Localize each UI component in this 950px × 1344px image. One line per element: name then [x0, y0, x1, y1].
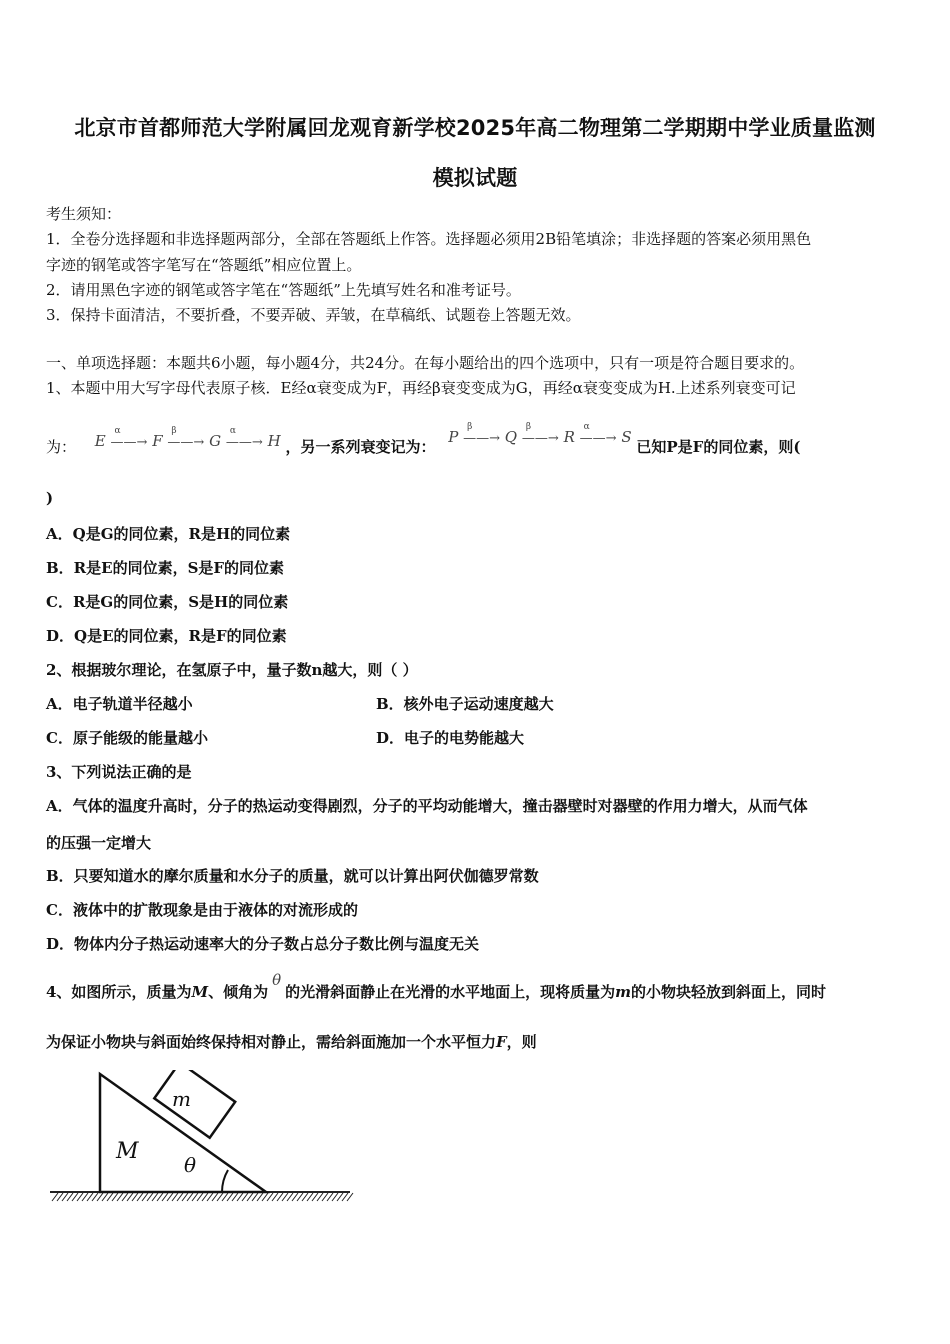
hatch-mark [277, 1193, 283, 1201]
theta-symbol: θ [272, 971, 282, 989]
hatch-mark [272, 1193, 278, 1201]
label-M: M [116, 1139, 139, 1164]
hatch-mark [312, 1193, 318, 1201]
hatch-mark [117, 1193, 123, 1201]
hatch-mark [147, 1193, 153, 1201]
hatch-mark [332, 1193, 338, 1201]
hatch-mark [152, 1193, 158, 1201]
hatch-mark [192, 1193, 198, 1201]
hatch-mark [262, 1193, 268, 1201]
hatch-mark [187, 1193, 193, 1201]
hatch-mark [347, 1193, 353, 1201]
hatch-mark [62, 1193, 68, 1201]
q3-option-d: D．物体内分子热运动速率大的分子数占总分子数比例与温度无关 [46, 935, 480, 953]
q3-option-a-2: 的压强一定增大 [46, 834, 152, 852]
q2-option-c: C．原子能级的能量越小 [46, 729, 208, 747]
notice-item-3: 3．保持卡面清洁，不要折叠，不要弄破、弄皱，在草稿纸、试题卷上答题无效。 [46, 306, 581, 324]
q1-option-b: B．R是E的同位素，S是F的同位素 [46, 559, 285, 577]
q3-option-a-1: A．气体的温度升高时，分子的热运动变得剧烈，分子的平均动能增大，撞击器壁时对器壁的作用力增大，从而气体 [46, 797, 808, 815]
hatch-mark [67, 1193, 73, 1201]
q2-option-b: B．核外电子运动速度越大 [376, 695, 554, 713]
notice-item-1b: 字迹的钢笔或答字笔写在“答题纸”相应位置上。 [46, 256, 362, 274]
angle-arc [222, 1170, 228, 1192]
hatch-mark [202, 1193, 208, 1201]
hatch-mark [142, 1193, 148, 1201]
hatch-mark [222, 1193, 228, 1201]
q4-line2: 为保证小物块与斜面始终保持相对静止，需给斜面施加一个水平恒力F，则 [46, 1033, 537, 1051]
q1-close-paren: ) [46, 489, 54, 507]
q2-stem: 2、根据玻尔理论，在氢原子中，量子数n越大，则（ ） [46, 661, 418, 679]
hatch-mark [252, 1193, 258, 1201]
doc-title-line2: 模拟试题 [432, 166, 518, 190]
label-m: m [172, 1087, 191, 1111]
q1-suffix: 已知P是F的同位素，则( [636, 438, 801, 456]
decay-chain-2: P ——→ β Q ——→ β R ——→ α S [448, 422, 632, 446]
notice-item-2: 2．请用黑色字迹的钢笔或答字笔在“答题纸”上先填写姓名和准考证号。 [46, 281, 521, 299]
hatch-mark [237, 1193, 243, 1201]
hatch-mark [157, 1193, 163, 1201]
hatch-mark [97, 1193, 103, 1201]
q1-option-c: C．R是G的同位素，S是H的同位素 [46, 593, 289, 611]
hatch-mark [287, 1193, 293, 1201]
hatch-mark [177, 1193, 183, 1201]
hatch-mark [127, 1193, 133, 1201]
hatch-mark [72, 1193, 78, 1201]
q3-option-c: C．液体中的扩散现象是由于液体的对流形成的 [46, 901, 358, 919]
hatch-mark [322, 1193, 328, 1201]
notice-item-1a: 1．全卷分选择题和非选择题两部分，全部在答题纸上作答。选择题必须用2B铅笔填涂；非选择题的答案必须用黑色 [46, 230, 812, 248]
hatch-mark [337, 1193, 343, 1201]
hatch-mark [302, 1193, 308, 1201]
hatch-mark [242, 1193, 248, 1201]
hatch-mark [137, 1193, 143, 1201]
hatch-mark [307, 1193, 313, 1201]
hatch-mark [297, 1193, 303, 1201]
q2-option-d: D．电子的电势能越大 [376, 729, 525, 747]
q1-prefix: 为： [46, 438, 77, 456]
hatch-mark [292, 1193, 298, 1201]
hatch-mark [77, 1193, 83, 1201]
q4-line1: 4、如图所示，质量为M、倾角为θ的光滑斜面静止在光滑的水平地面上，现将质量为m的小物块轻放到斜面上，同时 [46, 971, 827, 1001]
hatch-mark [207, 1193, 213, 1201]
hatch-mark [167, 1193, 173, 1201]
hatch-mark [182, 1193, 188, 1201]
q3-option-b: B．只要知道水的摩尔质量和水分子的质量，就可以计算出阿伏伽德罗常数 [46, 867, 539, 885]
q2-option-a: A．电子轨道半径越小 [46, 695, 193, 713]
hatch-mark [132, 1193, 138, 1201]
q1-option-a: A．Q是G的同位素，R是H的同位素 [46, 525, 291, 543]
hatch-mark [267, 1193, 273, 1201]
hatch-mark [82, 1193, 88, 1201]
section1-heading: 一、单项选择题：本题共6小题，每小题4分，共24分。在每小题给出的四个选项中，只有一项是符合题目要求的。 [46, 354, 805, 372]
hatch-mark [257, 1193, 263, 1201]
hatch-mark [162, 1193, 168, 1201]
hatch-mark [197, 1193, 203, 1201]
incline-figure [46, 1070, 356, 1205]
hatch-mark [342, 1193, 348, 1201]
hatch-mark [92, 1193, 98, 1201]
q3-stem: 3、下列说法正确的是 [46, 763, 192, 781]
block-m [154, 1070, 235, 1138]
hatch-mark [122, 1193, 128, 1201]
q1-equation-line [46, 422, 801, 457]
hatch-mark [232, 1193, 238, 1201]
hatch-mark [87, 1193, 93, 1201]
q1-option-d: D．Q是E的同位素，R是F的同位素 [46, 627, 287, 645]
notice-heading: 考生须知： [46, 205, 122, 223]
hatch-mark [52, 1193, 58, 1201]
hatch-mark [112, 1193, 118, 1201]
hatch-mark [107, 1193, 113, 1201]
q1-mid: ，另一系列衰变记为： [285, 438, 436, 456]
q1-line1: 1、本题中用大写字母代表原子核．E经α衰变成为F，再经β衰变变成为G，再经α衰变变成为H.上述系列衰变可记 [46, 379, 796, 397]
hatch-mark [102, 1193, 108, 1201]
hatch-mark [227, 1193, 233, 1201]
decay-chain-1: E ——→ α F ——→ β G ——→ α H [94, 426, 281, 450]
label-theta: θ [184, 1153, 197, 1177]
hatch-mark [172, 1193, 178, 1201]
hatch-mark [327, 1193, 333, 1201]
doc-title-line1: 北京市首都师范大学附属回龙观育新学校2025年高二物理第二学期期中学业质量监测 [74, 116, 876, 140]
hatch-mark [317, 1193, 323, 1201]
hatch-mark [247, 1193, 253, 1201]
hatch-mark [217, 1193, 223, 1201]
hatch-mark [282, 1193, 288, 1201]
hatch-mark [57, 1193, 63, 1201]
hatch-mark [212, 1193, 218, 1201]
